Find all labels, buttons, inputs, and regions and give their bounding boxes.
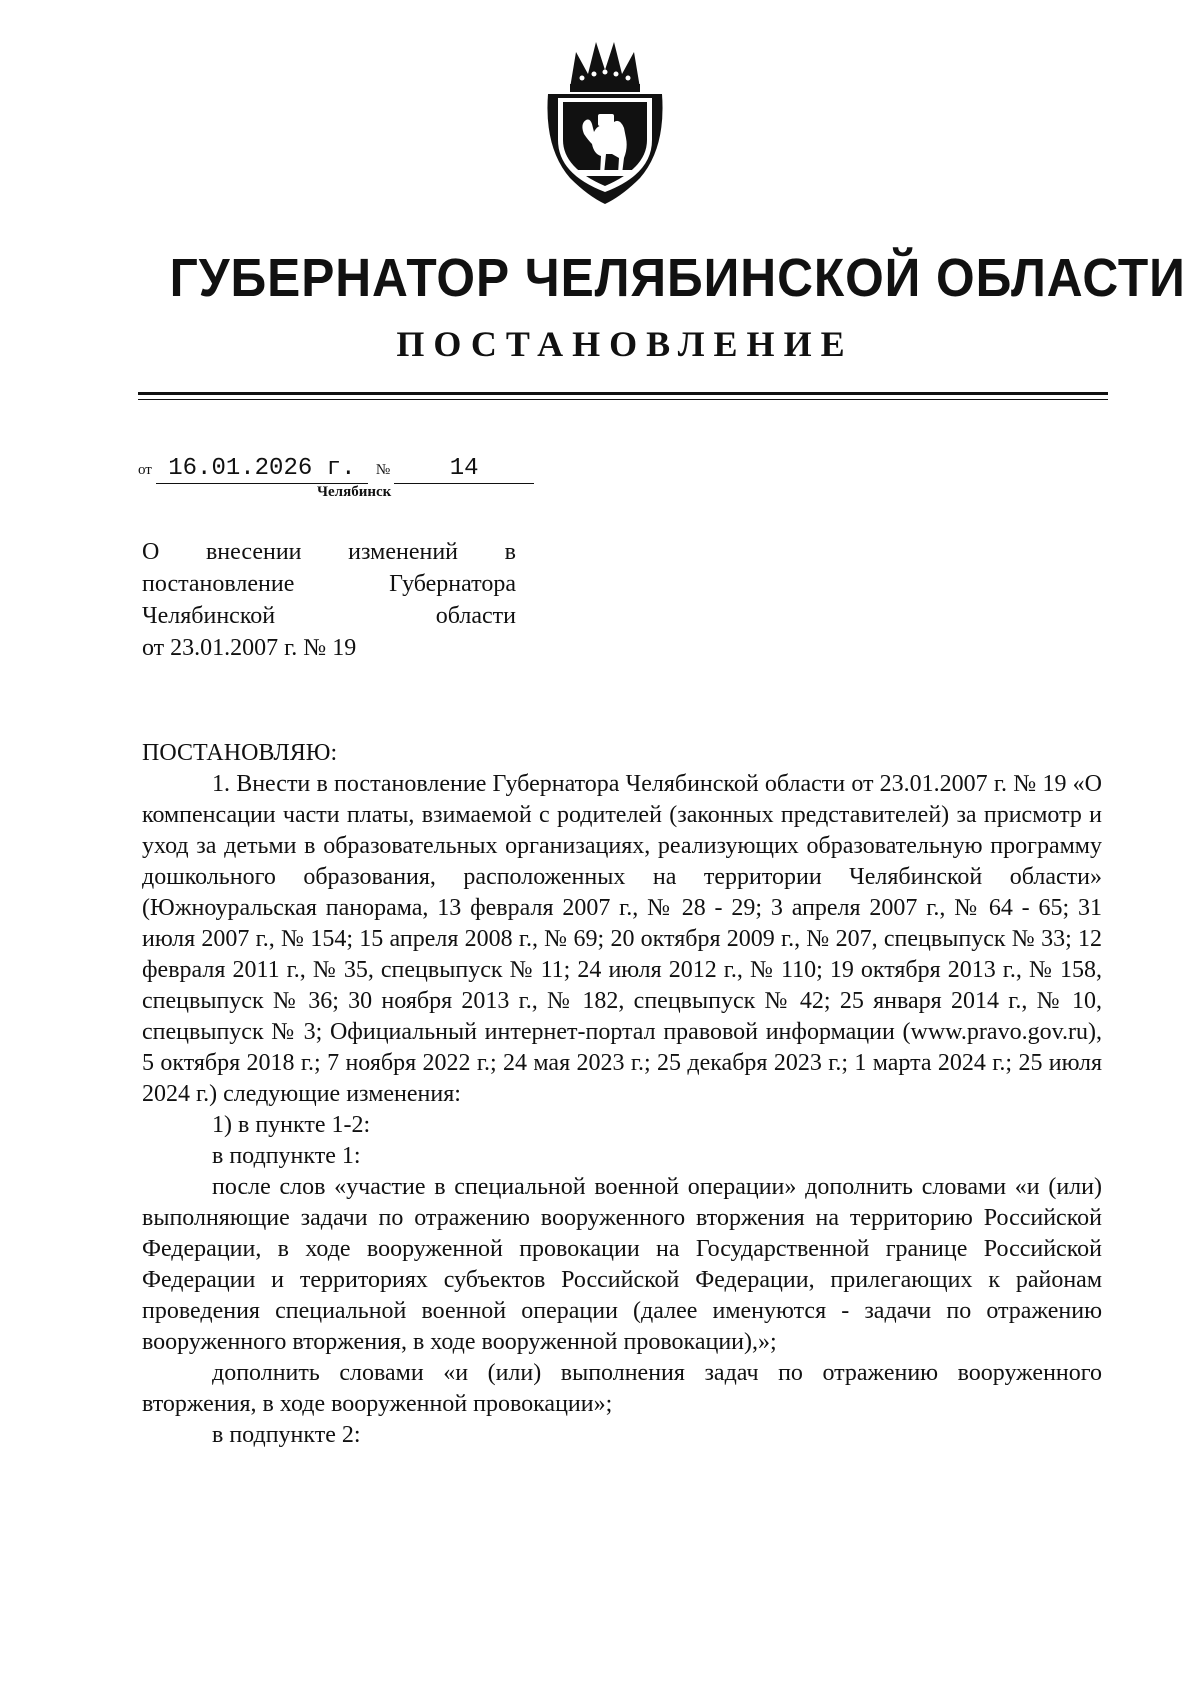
organization-title: ГУБЕРНАТОР ЧЕЛЯБИНСКОЙ ОБЛАСТИ [169,248,1186,308]
header-divider-thick [138,392,1108,395]
subject-line: постановление Губернатора [142,571,516,597]
sub-item: в подпункте 1: [212,1143,361,1169]
header-divider-thin [138,399,1108,400]
body-paragraph: после слов «участие в специальной военной операции» дополнить словами «и (или) выполняющие задачи по отражению вооруженного вторжения на территорию Российской Федерации, в ходе вооруженной провокации на Государственной границе Российской Федерации и территориях субъектов Российской Федерации, прилегающих к районам проведения специальной военной операции (далее именуются - задачи по отражению вооруженного вторжения, в ходе вооруженной провокации),»; [142,1174,1102,1355]
chelyabinsk-coat-of-arms-icon [540,28,670,208]
decree-word: ПОСТАНОВЛЯЮ: [142,740,338,766]
sub-item: в подпункте 2: [212,1422,361,1448]
body-paragraph: 1. Внести в постановление Губернатора Челябинской области от 23.01.2007 г. № 19 «О компенсации части платы, взимаемой с родителей (законных представителей) за присмотр и уход за детьми в образовательных организациях, реализующих образовательную программу дошкольного образования, расположенных на территории Челябинской области» (Южноуральская панорама, 13 февраля 2007 г., № 28 - 29; 3 апреля 2007 г., № 64 - 65; 31 июля 2007 г., № 154; 15 апреля 2008 г., № 69; 20 октября 2009 г., № 207, спецвыпуск № 33; 12 февраля 2011 г., № 35, спецвыпуск № 11; 24 июля 2012 г., № 110; 19 октября 2013 г., № 158, спецвыпуск № 36; 30 ноября 2013 г., № 182, спецвыпуск № 42; 25 января 2014 г., № 10, спецвыпуск № 3; Официальный интернет-портал правовой информации (www.pravo.gov.ru), 5 октября 2018 г.; 7 ноября 2022 г.; 24 мая 2023 г.; 25 декабря 2023 г.; 1 марта 2024 г.; 25 июля 2024 г.) следующие изменения: [142,771,1102,1107]
subject-line: О внесении изменений в [142,539,516,565]
document-body [142,738,1102,1451]
number-prefix: № [375,462,391,478]
city-label: Челябинск [317,484,392,500]
subject-line: Челябинской области [142,603,516,629]
subject-line: от 23.01.2007 г. № 19 [142,635,357,661]
list-item: 1) в пункте 1-2: [212,1112,371,1138]
document-date: 16.01.2026 г. [156,455,368,484]
date-prefix: от [138,462,152,478]
body-paragraph: дополнить словами «и (или) выполнения задач по отражению вооруженного вторжения, в ходе вооруженной провокации»; [142,1360,1102,1417]
document-number: 14 [394,455,534,484]
document-type-title: ПОСТАНОВЛЕНИЕ [396,324,854,364]
document-subject [142,536,516,664]
